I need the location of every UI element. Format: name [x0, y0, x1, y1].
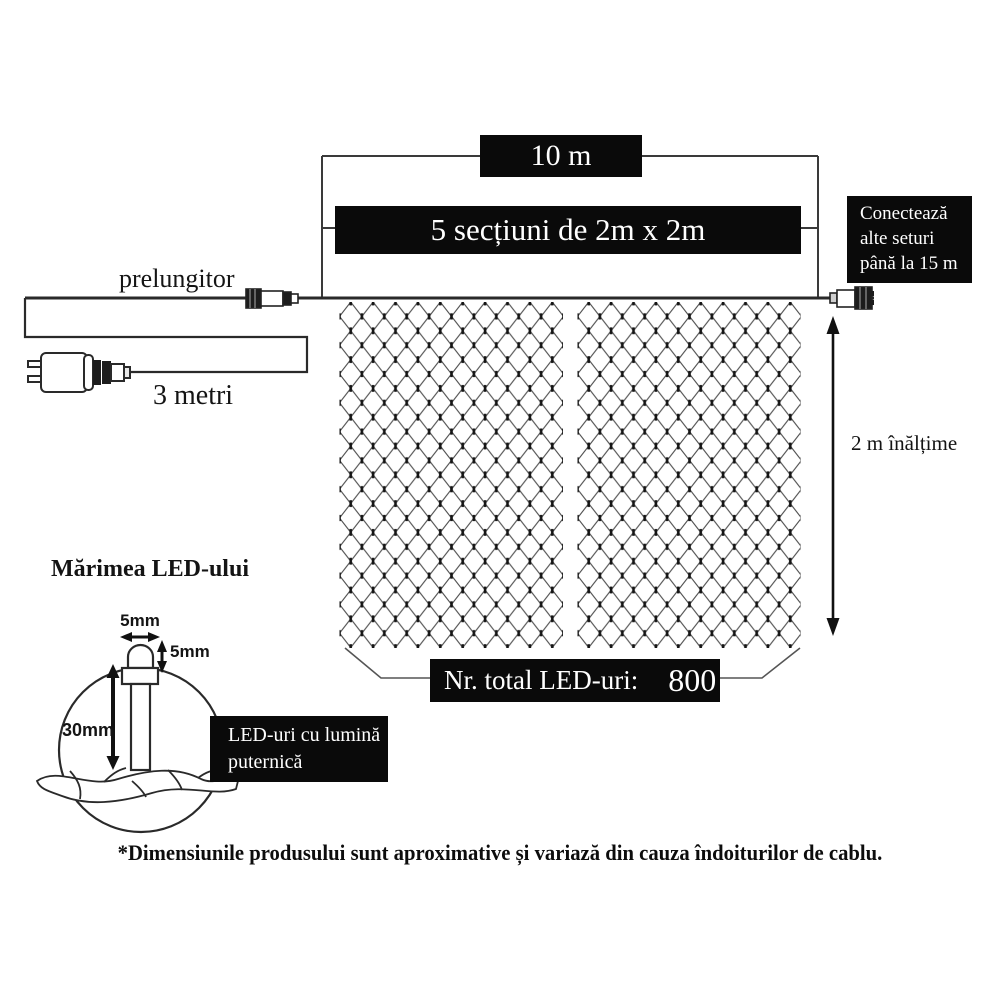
connect-note-line3: până la 15 m [860, 252, 958, 274]
led-brightness-line2: puternică [228, 751, 303, 773]
width-dimension-banner [480, 135, 642, 177]
led-brightness-note [210, 716, 388, 782]
cable-connector-right-icon [830, 287, 874, 309]
cable-connector-left-icon [246, 289, 298, 308]
led-size-heading: Mărimea LED-ului [51, 556, 249, 582]
total-leds-value: 800 [668, 662, 717, 698]
total-leds-banner [430, 659, 720, 702]
net-mesh-left [340, 302, 564, 648]
led-length-value: 30mm [62, 720, 115, 740]
dimensions-footnote: *Dimensiunile produsului sunt aproximative și variază din cauza îndoiturilor de cablu. [117, 840, 883, 865]
width-dimension-label: 10 m [530, 139, 592, 172]
net-mesh-right [578, 302, 801, 648]
connect-sets-note [847, 196, 972, 283]
extension-cord-label: prelungitor [119, 264, 235, 293]
net-height-label: 2 m înălțime [851, 431, 958, 455]
led-width-value: 5mm [120, 611, 160, 630]
led-dome-height-value: 5mm [170, 642, 210, 661]
led-brightness-line1: LED-uri cu lumină [228, 724, 381, 746]
sections-banner [335, 206, 801, 254]
net-mesh [340, 302, 801, 648]
connect-note-line2: alte seturi [860, 228, 935, 250]
height-dimension-arrow [827, 316, 840, 636]
sections-label: 5 secțiuni de 2m x 2m [430, 212, 706, 247]
power-plug-icon [28, 353, 130, 392]
connect-note-line1: Conectează [860, 203, 948, 225]
total-leds-label: Nr. total LED-uri: [444, 665, 639, 695]
led-width-arrow [120, 632, 160, 642]
extension-length-label: 3 metri [153, 380, 234, 411]
